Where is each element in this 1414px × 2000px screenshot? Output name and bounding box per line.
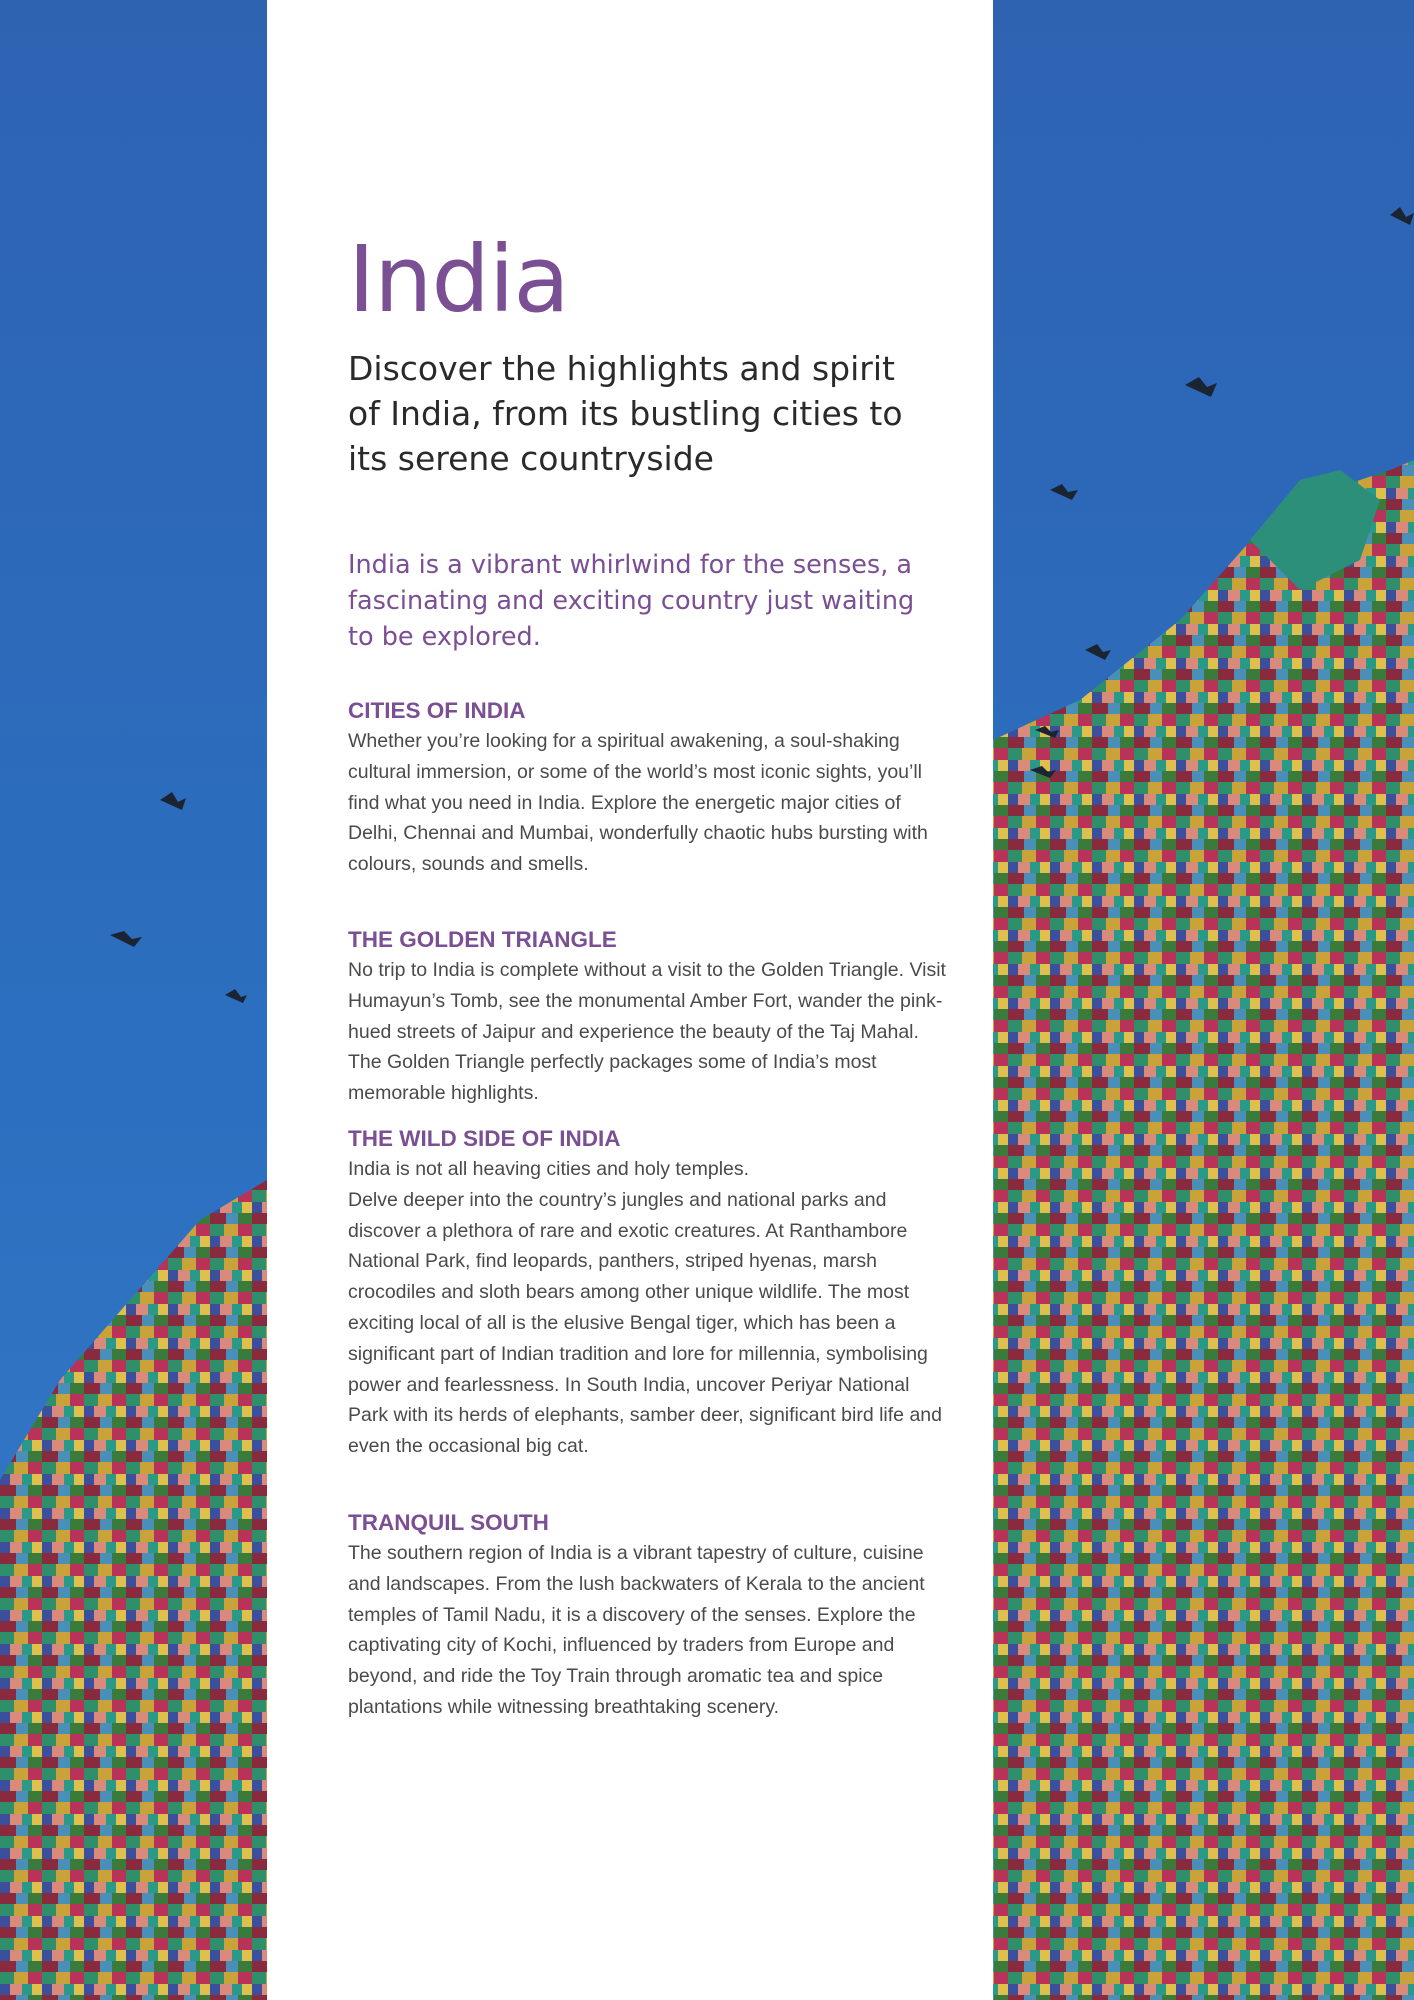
section-wild-side [348, 1124, 948, 1462]
section-tranquil-south [348, 1508, 948, 1723]
section-body: Whether you’re looking for a spiritual awakening, a soul-shaking cultural immersion, or some of the world’s most iconic sights, you’ll find what you need in India. Explore the energetic major cities of Delhi, Chennai and Mumbai, wonderfully chaotic hubs bursting with colours, sounds and smells. [348, 730, 928, 876]
intro-text: India is a vibrant whirlwind for the senses, a fascinating and exciting country just waiting to be explored. [348, 550, 915, 652]
section-cities-of-india [348, 696, 948, 880]
section-heading: THE GOLDEN TRIANGLE [348, 927, 617, 952]
section-heading: THE WILD SIDE OF INDIA [348, 1126, 621, 1151]
section-heading: CITIES OF INDIA [348, 698, 526, 723]
section-body: Delve deeper into the country’s jungles and national parks and discover a plethora of rare and exotic creatures. At Ranthambore National Park, find leopards, panthers, striped hyenas, marsh crocodiles and sloth bears among other unique wildlife. The most exciting local of all is the elusive Bengal tiger, which has been a significant part of Indian tradition and lore for millennia, symbolising power and fearlessness. In South India, uncover Periyar National Park with its herds of elephants, samber deer, significant bird life and even the occasional big cat. [348, 1188, 942, 1458]
section-heading: TRANQUIL SOUTH [348, 1510, 549, 1535]
page-subtitle: Discover the highlights and spirit of India, from its bustling cities to its serene countryside [348, 349, 903, 478]
article-panel [267, 0, 993, 2000]
section-body-intro: India is not all heaving cities and holy temples. [348, 1158, 750, 1180]
section-body: No trip to India is complete without a visit to the Golden Triangle. Visit Humayun’s Tomb, see the monumental Amber Fort, wander the pink-hued streets of Jaipur and experience the beauty of the Taj Mahal. The Golden Triangle perfectly packages some of India’s most memorable highlights. [348, 959, 946, 1105]
section-golden-triangle [348, 925, 948, 1109]
section-body: The southern region of India is a vibrant tapestry of culture, cuisine and landscapes. From the lush backwaters of Kerala to the ancient temples of Tamil Nadu, it is a discovery of the senses. Explore the captivating city of Kochi, influenced by traders from Europe and beyond, and ride the Toy Train through aromatic tea and spice plantations while witnessing breathtaking scenery. [348, 1542, 925, 1718]
page-title: India [348, 226, 569, 333]
